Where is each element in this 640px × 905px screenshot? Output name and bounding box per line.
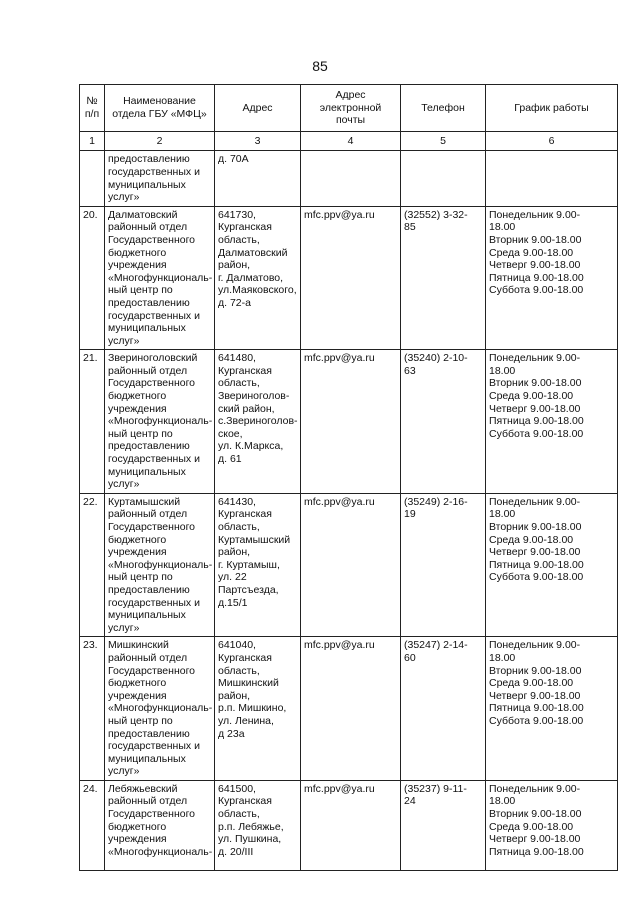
row-number: 21. <box>80 350 105 494</box>
office-email: mfc.ppv@ya.ru <box>301 780 401 870</box>
office-schedule: Понедельник 9.00- 18.00 Вторник 9.00-18.00 Среда 9.00-18.00 Четверг 9.00-18.00 Пятница 9.00-18.00 Суббота 9.00-18.00 <box>486 637 618 781</box>
column-number: 1 <box>80 131 105 151</box>
office-email: mfc.ppv@ya.ru <box>301 350 401 494</box>
header-schedule: График работы <box>486 85 618 132</box>
office-address: 641480, Курганская область, Звериноголов- ский район, с.Звериноголов- ское, ул. К.Маркса, д. 61 <box>215 350 301 494</box>
office-phone <box>401 151 486 206</box>
table-row <box>80 780 618 870</box>
header-address: Адрес <box>215 85 301 132</box>
table-row <box>80 350 618 494</box>
office-address: 641430, Курганская область, Куртамышский район, г. Куртамыш, ул. 22 Партсъезда, д.15/1 <box>215 493 301 637</box>
office-schedule <box>486 151 618 206</box>
column-number: 3 <box>215 131 301 151</box>
table-row <box>80 637 618 781</box>
table-row <box>80 151 618 206</box>
column-number: 5 <box>401 131 486 151</box>
office-phone: (32552) 3-32- 85 <box>401 206 486 350</box>
mfc-offices-table <box>79 84 618 871</box>
header-phone: Телефон <box>401 85 486 132</box>
office-phone: (35237) 9-11- 24 <box>401 780 486 870</box>
table-row <box>80 493 618 637</box>
column-number: 6 <box>486 131 618 151</box>
header-email: Адрес электронной почты <box>301 85 401 132</box>
office-name: Куртамышский районный отдел Государственного бюджетного учреждения «Многофункциональ- ный центр по предоставлению государственных и муниципальных услуг» <box>105 493 215 637</box>
row-number <box>80 151 105 206</box>
office-address: 641500, Курганская область, р.п. Лебяжье, ул. Пушкина, д. 20/III <box>215 780 301 870</box>
column-number: 4 <box>301 131 401 151</box>
office-address: 641730, Курганская область, Далматовский район, г. Далматово, ул.Маяковского, д. 72-а <box>215 206 301 350</box>
office-name: Далматовский районный отдел Государственного бюджетного учреждения «Многофункциональ- ный центр по предоставлению государственных и муниципальных услуг» <box>105 206 215 350</box>
office-name: Мишкинский районный отдел Государственного бюджетного учреждения «Многофункциональ- ный центр по предоставлению государственных и муниципальных услуг» <box>105 637 215 781</box>
office-email: mfc.ppv@ya.ru <box>301 206 401 350</box>
column-numbers-row <box>80 131 618 151</box>
office-phone: (35247) 2-14- 60 <box>401 637 486 781</box>
table-header-row <box>80 85 618 132</box>
office-name: Звериноголовский районный отдел Государственного бюджетного учреждения «Многофункциональ- ный центр по предоставлению государственных и муниципальных услуг» <box>105 350 215 494</box>
row-number: 24. <box>80 780 105 870</box>
office-email <box>301 151 401 206</box>
office-schedule: Понедельник 9.00- 18.00 Вторник 9.00-18.00 Среда 9.00-18.00 Четверг 9.00-18.00 Пятница 9.00-18.00 Суббота 9.00-18.00 <box>486 206 618 350</box>
office-schedule: Понедельник 9.00- 18.00 Вторник 9.00-18.00 Среда 9.00-18.00 Четверг 9.00-18.00 Пятница 9.00-18.00 Суббота 9.00-18.00 <box>486 350 618 494</box>
row-number: 23. <box>80 637 105 781</box>
column-number: 2 <box>105 131 215 151</box>
office-email: mfc.ppv@ya.ru <box>301 493 401 637</box>
office-schedule: Понедельник 9.00- 18.00 Вторник 9.00-18.00 Среда 9.00-18.00 Четверг 9.00-18.00 Пятница 9.00-18.00 <box>486 780 618 870</box>
table-row <box>80 206 618 350</box>
row-number: 22. <box>80 493 105 637</box>
header-name: Наименование отдела ГБУ «МФЦ» <box>105 85 215 132</box>
office-phone: (35249) 2-16- 19 <box>401 493 486 637</box>
header-number: № п/п <box>80 85 105 132</box>
office-name: Лебяжьевский районный отдел Государственного бюджетного учреждения «Многофункциональ- <box>105 780 215 870</box>
office-phone: (35240) 2-10- 63 <box>401 350 486 494</box>
office-schedule: Понедельник 9.00- 18.00 Вторник 9.00-18.00 Среда 9.00-18.00 Четверг 9.00-18.00 Пятница 9.00-18.00 Суббота 9.00-18.00 <box>486 493 618 637</box>
office-address: 641040, Курганская область, Мишкинский район, р.п. Мишкино, ул. Ленина, д 23а <box>215 637 301 781</box>
row-number: 20. <box>80 206 105 350</box>
office-address: д. 70А <box>215 151 301 206</box>
office-email: mfc.ppv@ya.ru <box>301 637 401 781</box>
office-name: предоставлению государственных и муниципальных услуг» <box>105 151 215 206</box>
page-number: 85 <box>312 58 328 74</box>
